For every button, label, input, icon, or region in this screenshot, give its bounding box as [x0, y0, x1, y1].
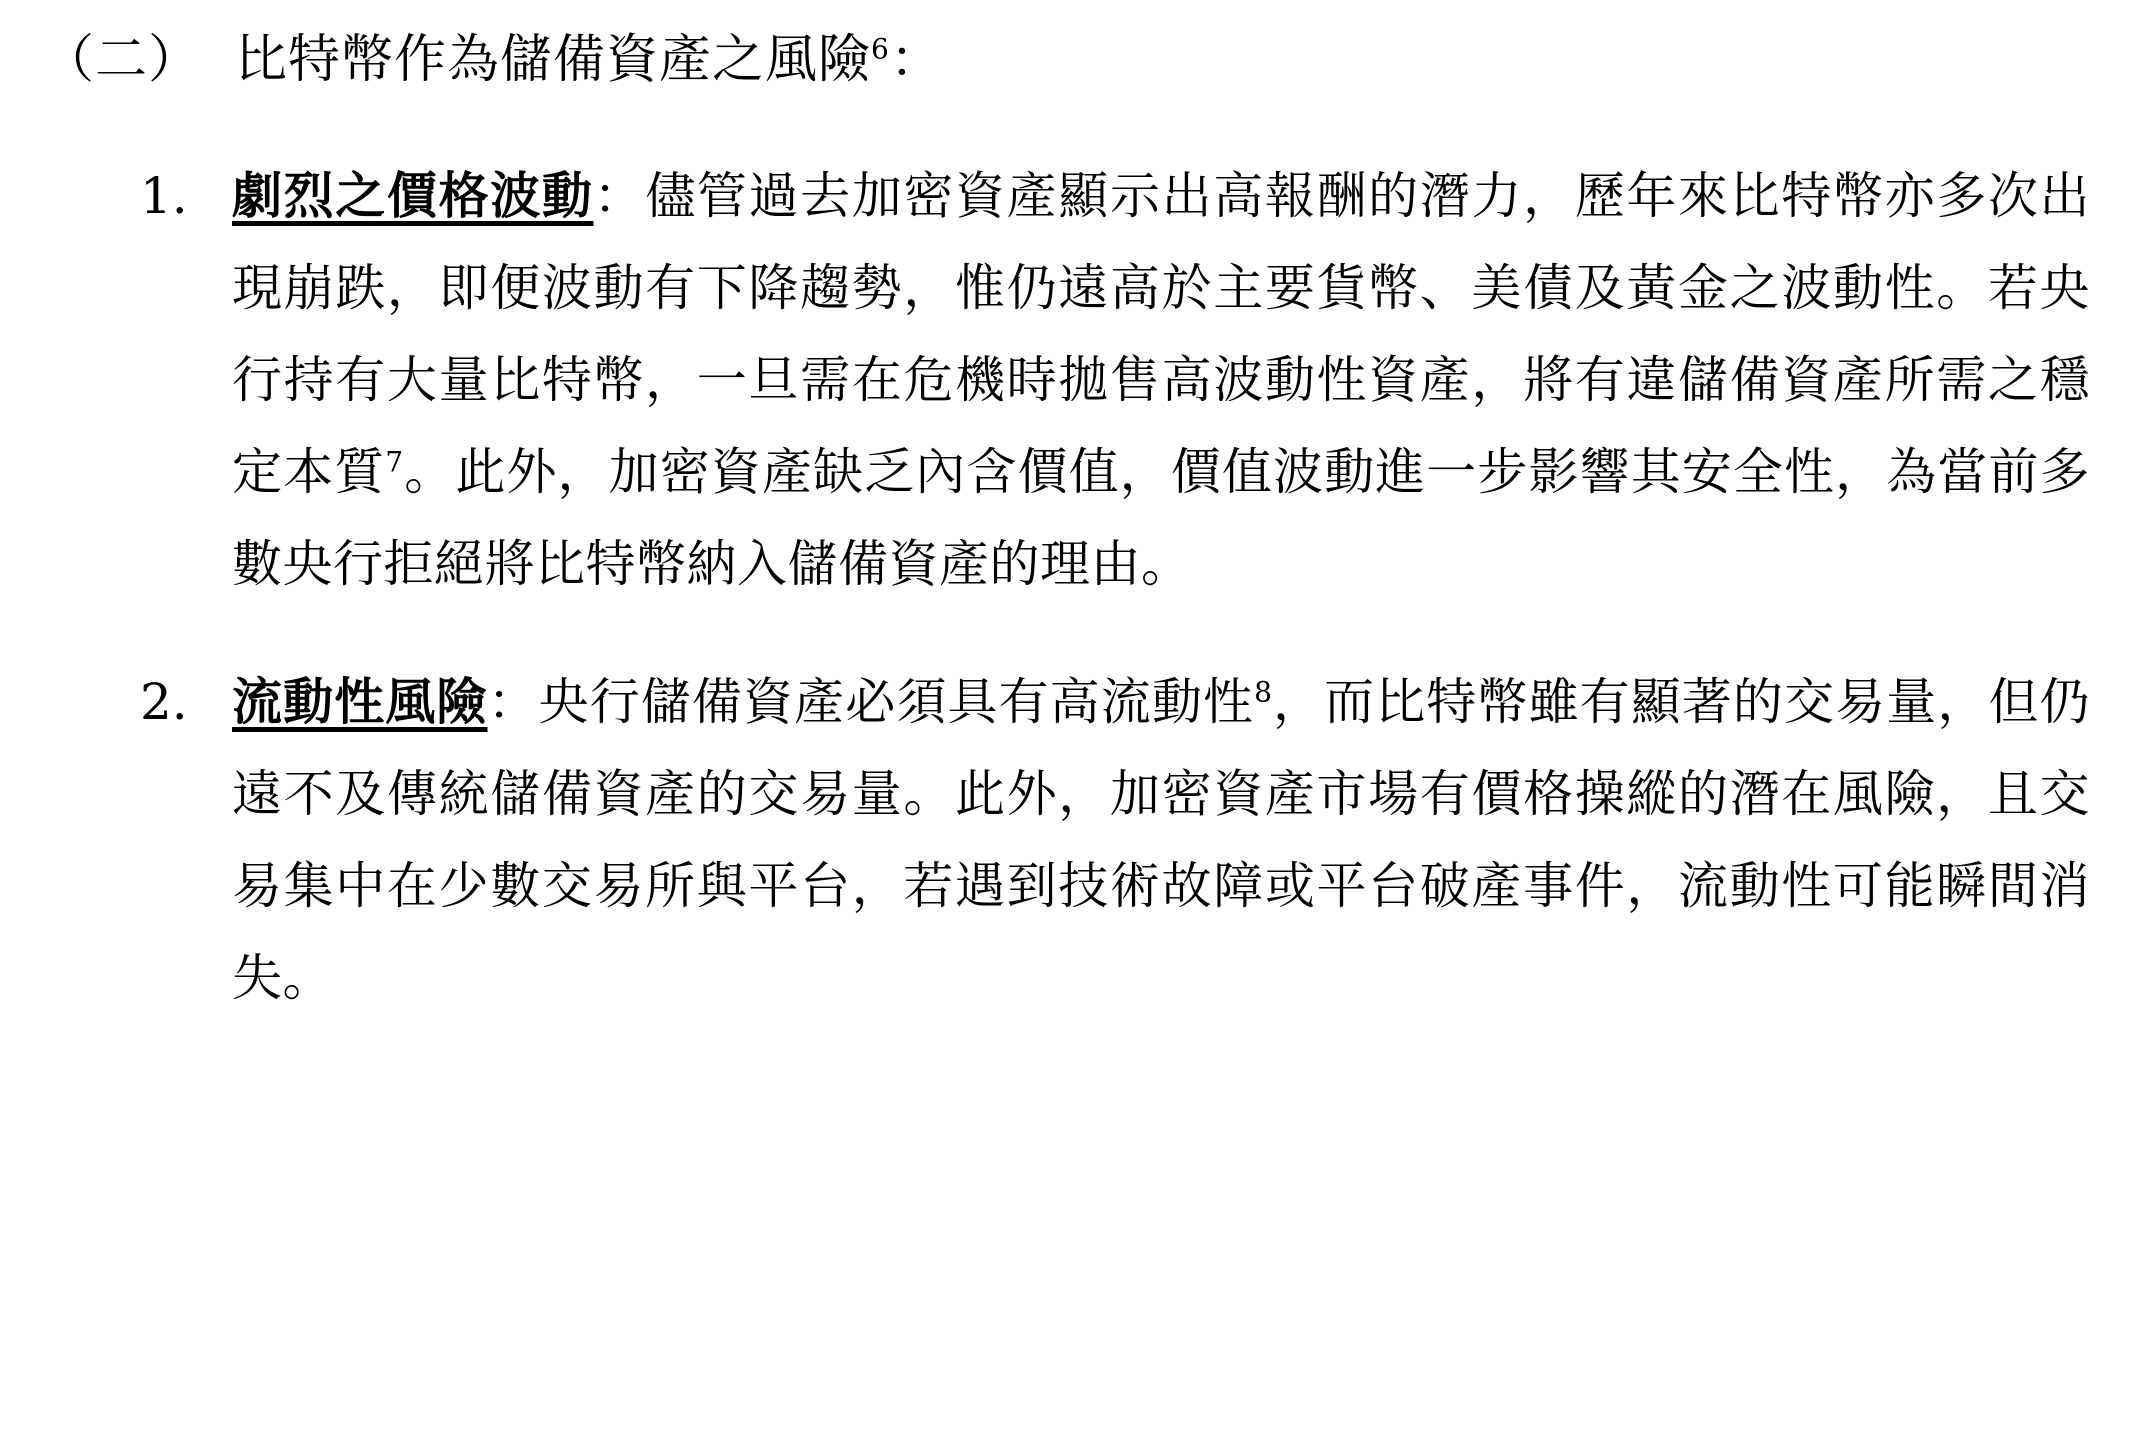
- footnote-marker-7: 7: [385, 445, 404, 479]
- list-item-colon: ：: [487, 673, 539, 731]
- section-number: （二）: [42, 30, 202, 90]
- list-item-marker: 1.: [140, 167, 188, 225]
- section-heading: [42, 24, 943, 96]
- list-item-text-part1: 儘管過去加密資產顯示出高報酬的潛力，歷年來比特幣亦多次出現崩跌，即便波動有下降趨勢，惟仍遠高於主要貨幣、美債及黃金之波動性。若央行持有大量比特幣，一旦需在危機時拋售高波動性資產，將有違儲備資產所需之穩定本質: [232, 167, 2091, 501]
- list-item: [140, 150, 2090, 610]
- footnote-marker-6: 6: [871, 32, 890, 66]
- list-item-text-part1: 央行儲備資產必須具有高流動性: [538, 673, 1255, 731]
- list-item: [140, 656, 2090, 1024]
- section-colon: ：: [889, 30, 943, 90]
- section-title: 比特幣作為儲備資產之風險: [235, 30, 872, 90]
- list-item-body: [232, 150, 2090, 610]
- list-item-text-part2: ，而比特幣雖有顯著的交易量，但仍遠不及傳統儲備資產的交易量。此外，加密資產市場有價格操縱的潛在風險，且交易集中在少數交易所與平台，若遇到技術故障或平台破產事件，流動性可能瞬間消失。: [232, 673, 2091, 1007]
- list-item-term: 流動性風險: [232, 672, 488, 731]
- list-item-colon: ：: [593, 167, 646, 225]
- list-item-marker: 2.: [140, 673, 188, 731]
- list-item-term: 劇烈之價格波動: [232, 166, 594, 225]
- footnote-marker-8: 8: [1254, 675, 1273, 709]
- list-item-body: [232, 656, 2090, 1024]
- risk-list: [140, 150, 2090, 1070]
- list-item-text-part2: 。此外，加密資產缺乏內含價值，價值波動進一步影響其安全性，為當前多數央行拒絕將比特幣納入儲備資產的理由。: [232, 443, 2091, 593]
